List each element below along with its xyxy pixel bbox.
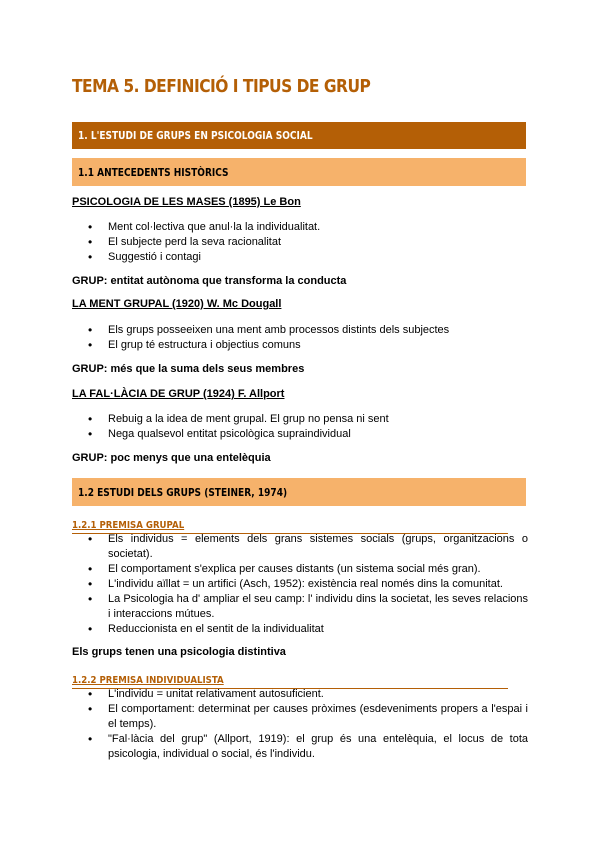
list-item: • La Psicologia ha d' ampliar el seu camp: l' individu dins la societat, les seves relacions i interaccions mútues. xyxy=(72,592,528,622)
section-1-2-header xyxy=(72,478,526,506)
premisa-grupal-list xyxy=(72,532,528,637)
mc-dougall-heading: LA MENT GRUPAL (1920) W. Mc Dougall xyxy=(72,298,282,310)
list-item: • Suggestió i contagi xyxy=(72,250,528,265)
list-item: • Nega qualsevol entitat psicològica supraindividual xyxy=(72,427,528,442)
page-title: TEMA 5. DEFINICIÓ I TIPUS DE GRUP xyxy=(72,76,371,97)
list-item: • L'individu aïllat = un artifici (Asch, 1952): existència real només dins la comunitat. xyxy=(72,577,528,592)
premisa-individualista-list xyxy=(72,687,528,762)
list-item: • El comportament: determinat per causes pròximes (esdeveniments propers a l'espai i el temps). xyxy=(72,702,528,732)
list-item: • El subjecte perd la seva racionalitat xyxy=(72,235,528,250)
list-item: • El comportament s'explica per causes distants (un sistema social més gran). xyxy=(72,562,528,577)
section-1-title: 1. L'ESTUDI DE GRUPS EN PSICOLOGIA SOCIAL xyxy=(78,129,313,142)
le-bon-statement: GRUP: entitat autònoma que transforma la conducta xyxy=(72,275,347,287)
premisa-grupal-title: 1.2.1 PREMISA GRUPAL xyxy=(72,520,185,531)
list-item: • Els individus = elements dels grans sistemes socials (grups, organitzacions o societat). xyxy=(72,532,528,562)
list-item: • Rebuig a la idea de ment grupal. El grup no pensa ni sent xyxy=(72,412,528,427)
list-item: • El grup té estructura i objectius comuns xyxy=(72,338,528,353)
section-1-1-header xyxy=(72,158,526,186)
premisa-grupal-statement: Els grups tenen una psicologia distintiva xyxy=(72,646,286,658)
list-item: • Ment col·lectiva que anul·la la individualitat. xyxy=(72,220,528,235)
mc-dougall-list xyxy=(72,323,528,353)
section-1-header xyxy=(72,122,526,149)
le-bon-list xyxy=(72,220,528,265)
le-bon-heading: PSICOLOGIA DE LES MASES (1895) Le Bon xyxy=(72,196,301,208)
list-item: • L'individu = unitat relativament autosuficient. xyxy=(72,687,528,702)
mc-dougall-statement: GRUP: més que la suma dels seus membres xyxy=(72,363,305,375)
section-1-1-title: 1.1 ANTECEDENTS HISTÒRICS xyxy=(78,165,229,179)
allport-heading: LA FAL·LÀCIA DE GRUP (1924) F. Allport xyxy=(72,388,285,400)
list-item: • Els grups posseeixen una ment amb processos distints dels subjectes xyxy=(72,323,528,338)
premisa-individualista-title: 1.2.2 PREMISA INDIVIDUALISTA xyxy=(72,675,224,686)
list-item: • Reduccionista en el sentit de la individualitat xyxy=(72,622,528,637)
allport-list xyxy=(72,412,528,442)
allport-statement: GRUP: poc menys que una entelèquia xyxy=(72,452,271,464)
list-item: • "Fal·làcia del grup" (Allport, 1919): el grup és una entelèquia, el locus de tota psicologia, individual o social, és l'individu. xyxy=(72,732,528,762)
section-1-2-title: 1.2 ESTUDI DELS GRUPS (STEINER, 1974) xyxy=(78,485,288,499)
